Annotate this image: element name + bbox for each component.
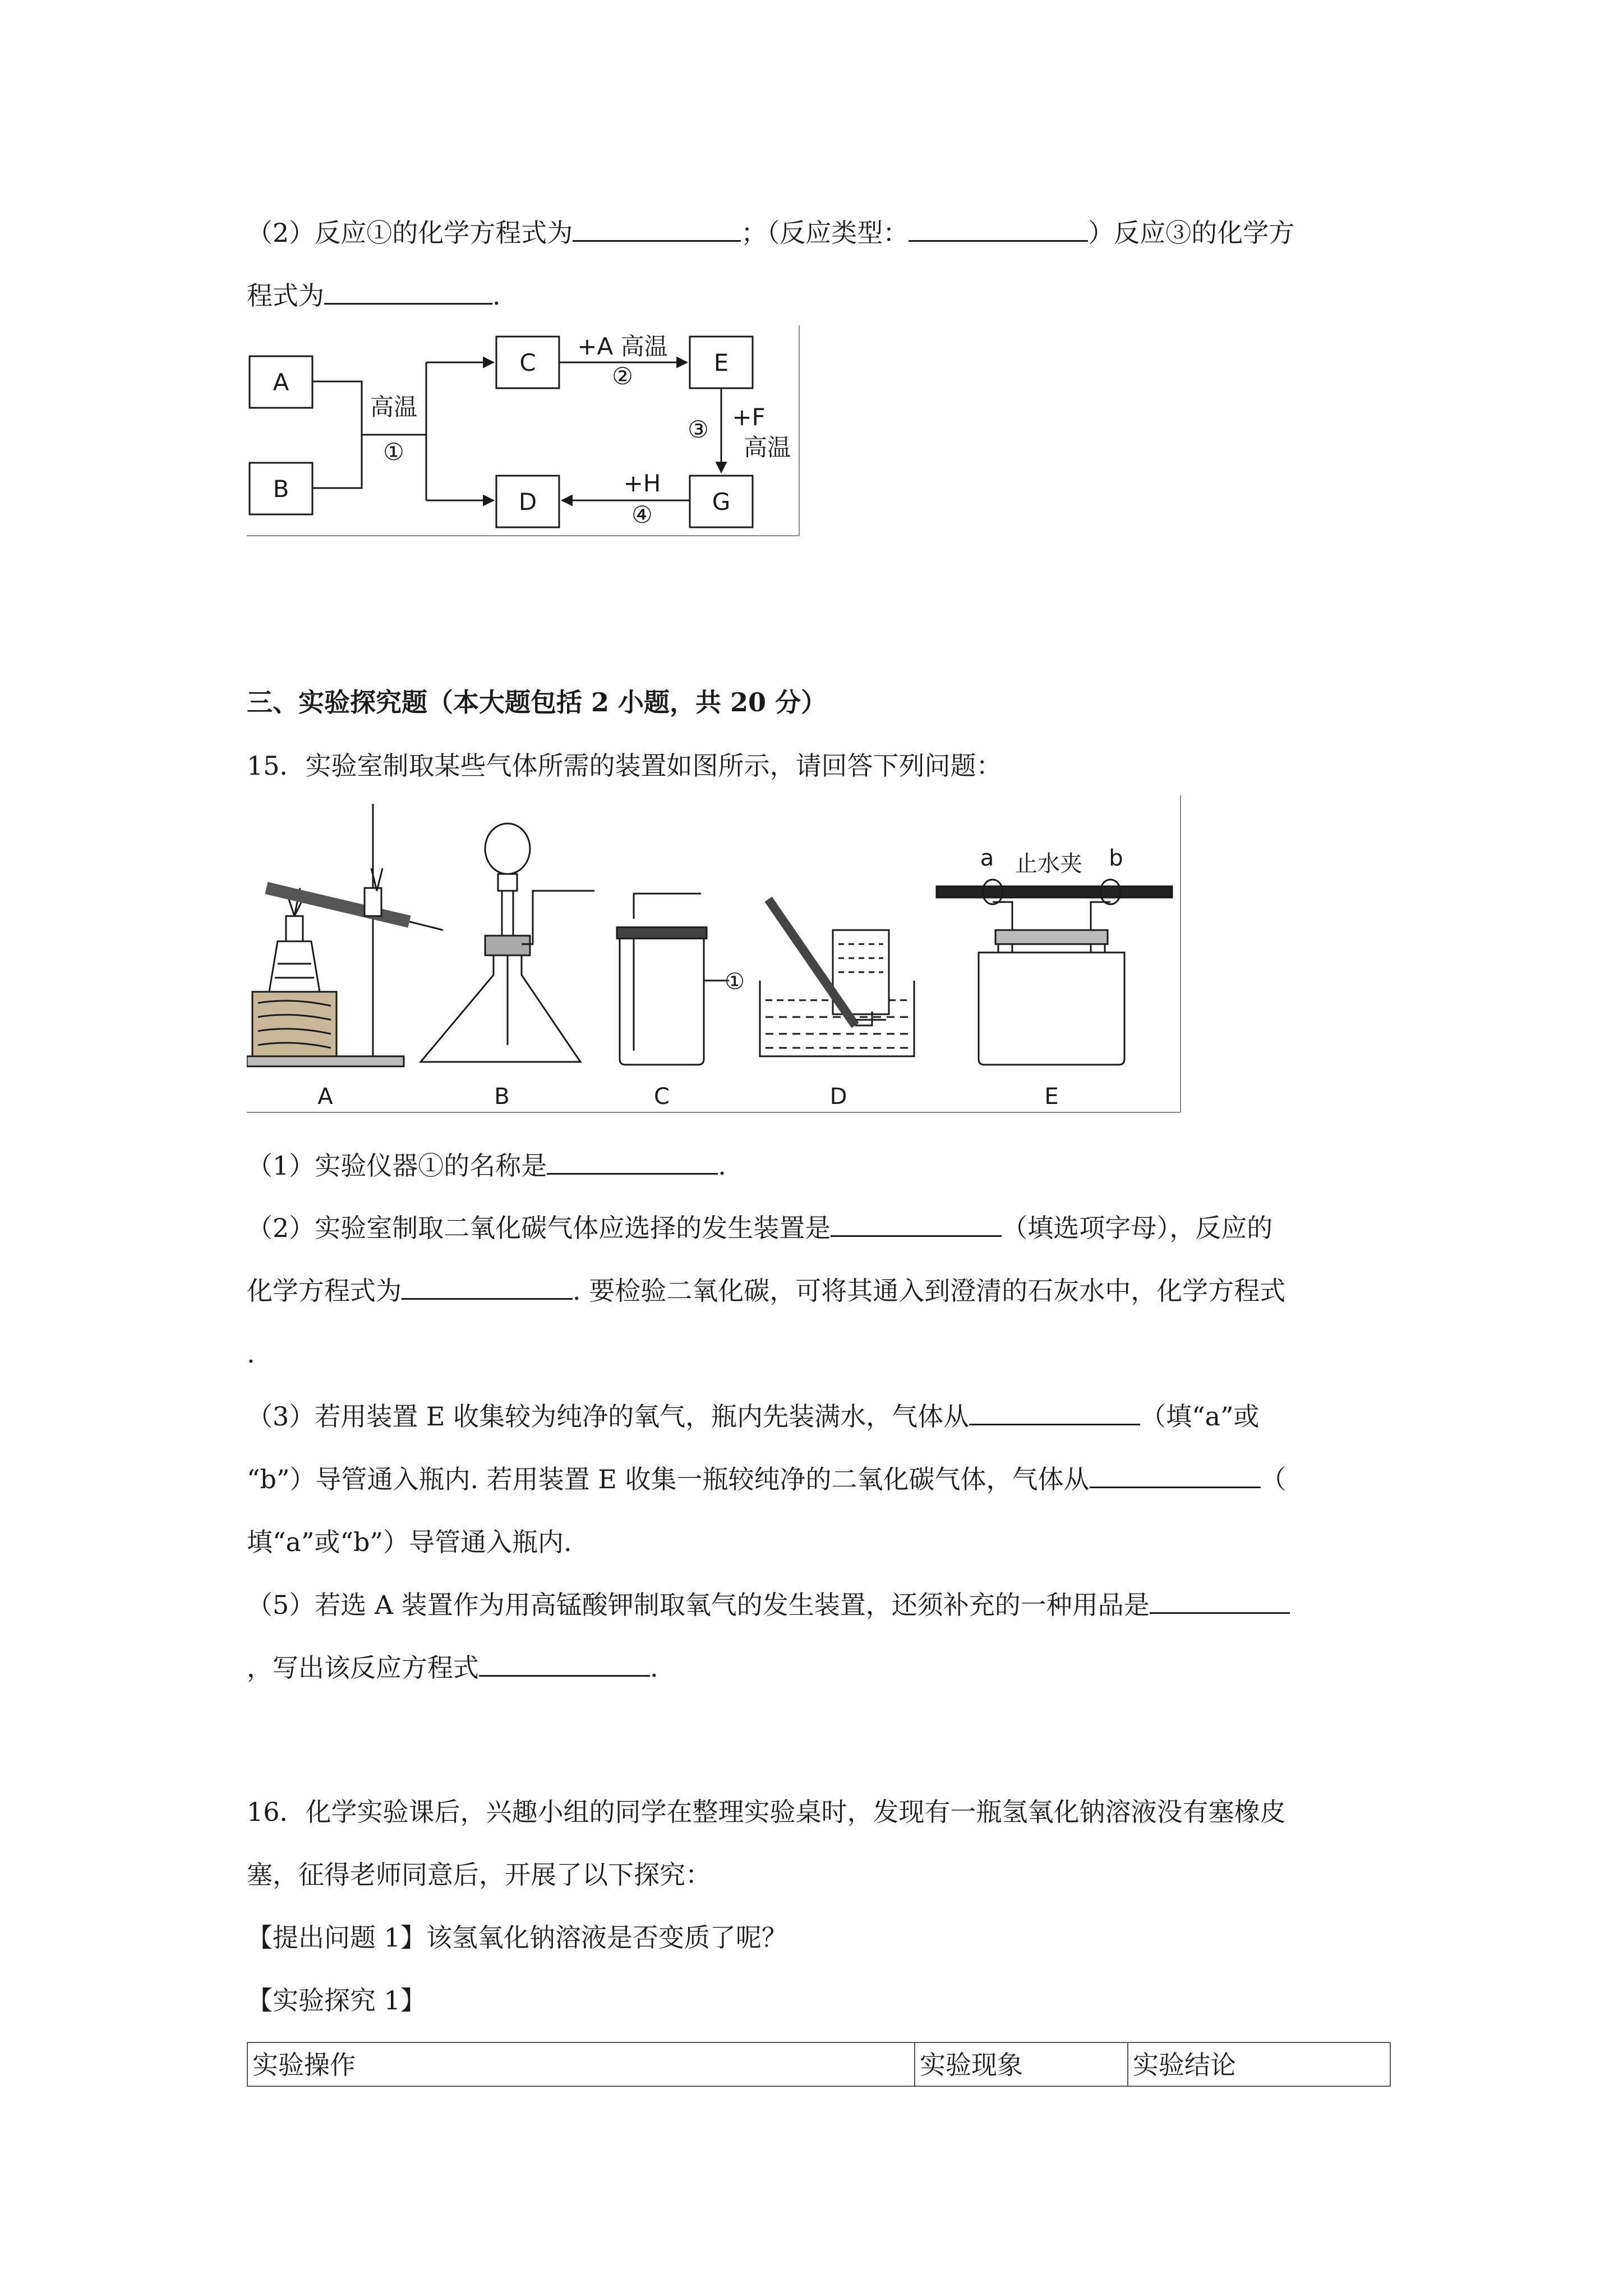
q16-question-1: 【提出问题 1】该氢氧化钠溶液是否变质了呢？ [247,1922,787,1953]
header-phenomenon: 实验现象 [915,2043,1128,2086]
q15-part-2-line-3: . [247,1338,255,1369]
reaction-number-4: ④ [631,501,653,528]
answer-blank[interactable] [831,1212,1002,1237]
q15-part-2-line-1: （2）实验室制取二氧化碳气体应选择的发生装置是 （填选项字母），反应的 [247,1213,1273,1243]
answer-blank[interactable] [573,217,741,242]
q15-part-3-line-1: （3）若用装置 E 收集较为纯净的氧气，瓶内先装满水，气体从 （填“a”或 [247,1401,1260,1432]
q15-part-5-line-2: ，写出该反应方程式 . [247,1653,658,1683]
section-heading: 三、实验探究题（本大题包括 2 小题，共 20 分） [247,687,827,717]
q16-explore-1: 【实验探究 1】 [247,1985,426,2016]
header-conclusion: 实验结论 [1133,2050,1236,2080]
reaction-number-1: ① [383,438,404,466]
q15-stem: 15．实验室制取某些气体所需的装置如图所示，请回答下列问题： [247,751,1002,781]
cond-high-temp: 高温 [370,393,418,421]
answer-blank[interactable] [909,217,1088,242]
box-e-label: E [713,349,729,376]
box-d-label: D [518,488,537,516]
q15-part-1: （1）实验仪器①的名称是 . [247,1151,726,1181]
q15-part-2-line-2: 化学方程式为 . 要检验二氧化碳，可将其通入到澄清的石灰水中，化学方程式 [247,1276,1286,1306]
q15-part-3-line-2: “b”）导管通入瓶内. 若用装置 E 收集一瓶较纯净的二氧化碳气体，气体从 （ [247,1464,1287,1494]
port-b-label: b [1109,845,1123,871]
answer-blank[interactable] [402,1274,573,1300]
answer-blank[interactable] [479,1651,650,1677]
apparatus-label-c: C [654,1084,670,1110]
q16-stem-line-2: 塞，征得老师同意后，开展了以下探究： [247,1860,711,1890]
answer-blank[interactable] [1150,1589,1290,1614]
reaction-number-3: ③ [688,416,709,443]
answer-blank[interactable] [969,1400,1140,1425]
box-g-label: G [712,488,731,516]
apparatus-label-d: D [829,1084,847,1110]
reaction-flowchart [247,325,802,539]
box-a-label: A [273,369,289,396]
answer-blank[interactable] [324,279,492,305]
mark-instrument-1: ① [725,969,745,995]
apparatus-figure [247,795,1183,1115]
apparatus-label-a: A [317,1084,333,1110]
answer-blank[interactable] [1090,1463,1261,1488]
q16-stem-line-1: 16．化学实验课后，兴趣小组的同学在整理实验桌时，发现有一瓶氢氧化钠溶液没有塞橡皮 [247,1797,1286,1827]
q15-part-5-line-1: （5）若选 A 装置作为用高锰酸钾制取氧气的发生装置，还须补充的一种用品是 [247,1588,1290,1622]
q14-line-1: （2）反应①的化学方程式为 ；（反应类型： ）反应③的化学方 [247,218,1295,248]
cond-plus-a-high-temp: +A 高温 [577,333,668,360]
apparatus-label-b: B [494,1084,510,1110]
cond-high-temp-2: 高温 [743,434,791,461]
q15-part-3-line-3: 填“a”或“b”）导管通入瓶内. [247,1527,572,1557]
q14-line-2: 程式为 . [247,280,501,311]
box-c-label: C [519,349,536,376]
box-b-label: B [273,475,289,503]
apparatus-label-e: E [1044,1084,1059,1110]
reagent-plus-f: +F [732,403,766,431]
answer-blank[interactable] [547,1149,718,1175]
experiment-table-header [247,2042,1391,2087]
port-a-label: a [980,845,994,871]
clamp-label: 止水夹 [1015,851,1082,877]
reagent-plus-h: +H [623,470,661,497]
reaction-number-2: ② [612,362,633,390]
header-operation: 实验操作 [248,2043,915,2086]
